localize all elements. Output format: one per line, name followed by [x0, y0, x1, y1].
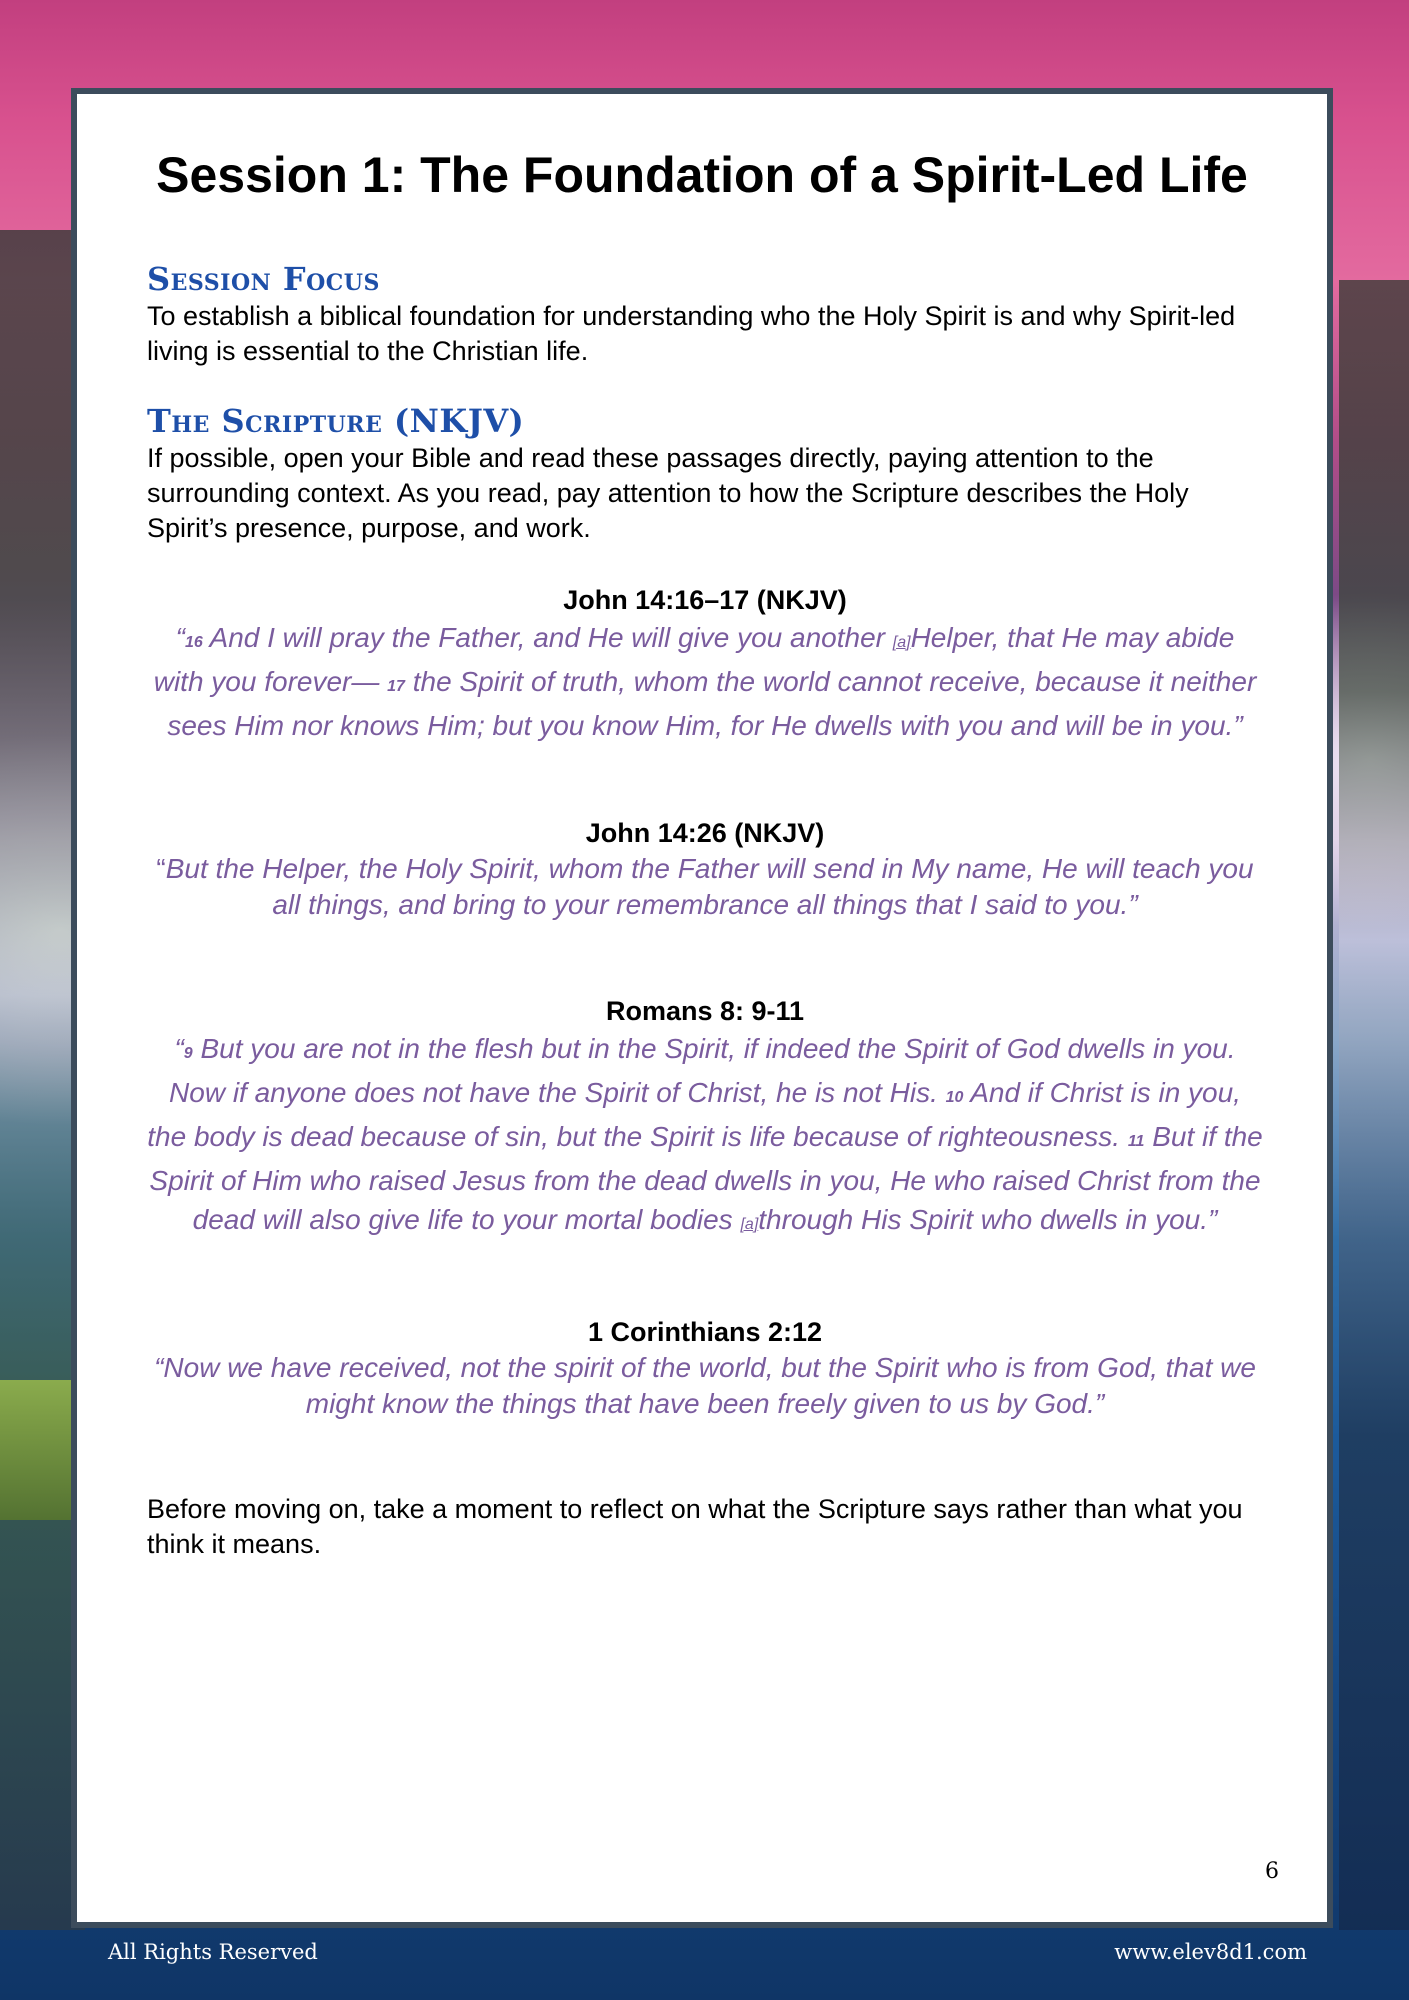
content-body [147, 259, 1263, 1562]
passage-text: “Now we have received, not the spirit of the world, but the Spirit who is from God, that we might know the things that have been freely given to us by God.” [154, 1352, 1256, 1419]
verse-text: through His Spirit who dwells in you.” [758, 1204, 1218, 1235]
session-focus-text: To establish a biblical foundation for understanding who the Holy Spirit is and why Spirit-led living is essential to the Christian life. [147, 301, 1236, 366]
footer-rights: All Rights Reserved [108, 1940, 318, 1964]
content-panel [71, 88, 1333, 1928]
page-title: Session 1: The Foundation of a Spirit-Led Life [156, 147, 1248, 203]
passage-1-corinthians-2-12 [147, 1314, 1263, 1422]
background-grass [0, 1380, 80, 1520]
passage-reference: Romans 8: 9-11 [605, 996, 805, 1026]
verse-text: the Spirit of truth, whom the world cannot receive, because it neither sees Him nor knows Him; but you know Him, for He dwells with you and will be in you.” [167, 666, 1257, 741]
background-cliff-right [1339, 280, 1409, 1930]
passage-text [147, 851, 1263, 923]
verse-text: Helper, that He may abide with you forever— [153, 622, 1235, 697]
quote-mark: “ [174, 1033, 184, 1064]
footnote-link[interactable]: [a] [740, 1216, 759, 1233]
passage-john-14-16 [147, 582, 1263, 745]
scripture-intro: If possible, open your Bible and read these passages directly, paying attention to the surrounding context. As you read, pay attention to how the Scripture describes the Holy Spirit’s presence, purpose, and work. [147, 443, 1189, 543]
passage-text [147, 1029, 1263, 1244]
verse-text: But the Helper, the Holy Spirit, whom the Father will send in My name, He will teach you all things, and bring to your remembrance all things that I said to you.” [165, 853, 1254, 920]
verse-number: 11 [1127, 1133, 1145, 1150]
scripture-heading: The Scripture (NKJV) [147, 402, 525, 440]
verse-number: 9 [183, 1045, 193, 1062]
session-focus-heading: Session Focus [147, 260, 380, 298]
passage-reference: John 14:26 (NKJV) [585, 818, 825, 848]
verse-text: But you are not in the flesh but in the Spirit, if indeed the Spirit of God dwells in you. Now if anyone does not have the Spirit of Christ, he is not His. [169, 1033, 1236, 1108]
verse-number: 17 [387, 678, 405, 695]
quote-mark: “ [156, 853, 166, 884]
verse-number: 10 [945, 1089, 964, 1106]
passage-reference: 1 Corinthians 2:12 [587, 1317, 823, 1347]
passage-romans-8-9 [147, 993, 1263, 1244]
footer-website-link[interactable]: www.elev8d1.com [1114, 1940, 1307, 1964]
passage-reference: John 14:16–17 (NKJV) [563, 585, 847, 615]
quote-mark: “ [175, 622, 185, 653]
verse-text: But if the Spirit of Him who raised Jesus from the dead dwells in you, He who raised Christ from the dead will also give life to your mortal bodies [149, 1121, 1263, 1235]
passage-john-14-26 [147, 815, 1263, 923]
verse-text: And if Christ is in you, the body is dead because of sin, but the Spirit is life because of righteousness. [147, 1077, 1241, 1152]
verse-number: 16 [184, 634, 203, 651]
reflection-text: Before moving on, take a moment to reflect on what the Scripture says rather than what you think it means. [147, 1494, 1243, 1559]
passage-text [147, 618, 1263, 745]
footnote-link[interactable]: [a] [892, 634, 911, 651]
verse-text: And I will pray the Father, and He will give you another [202, 622, 893, 653]
page-number: 6 [1265, 1859, 1279, 1884]
